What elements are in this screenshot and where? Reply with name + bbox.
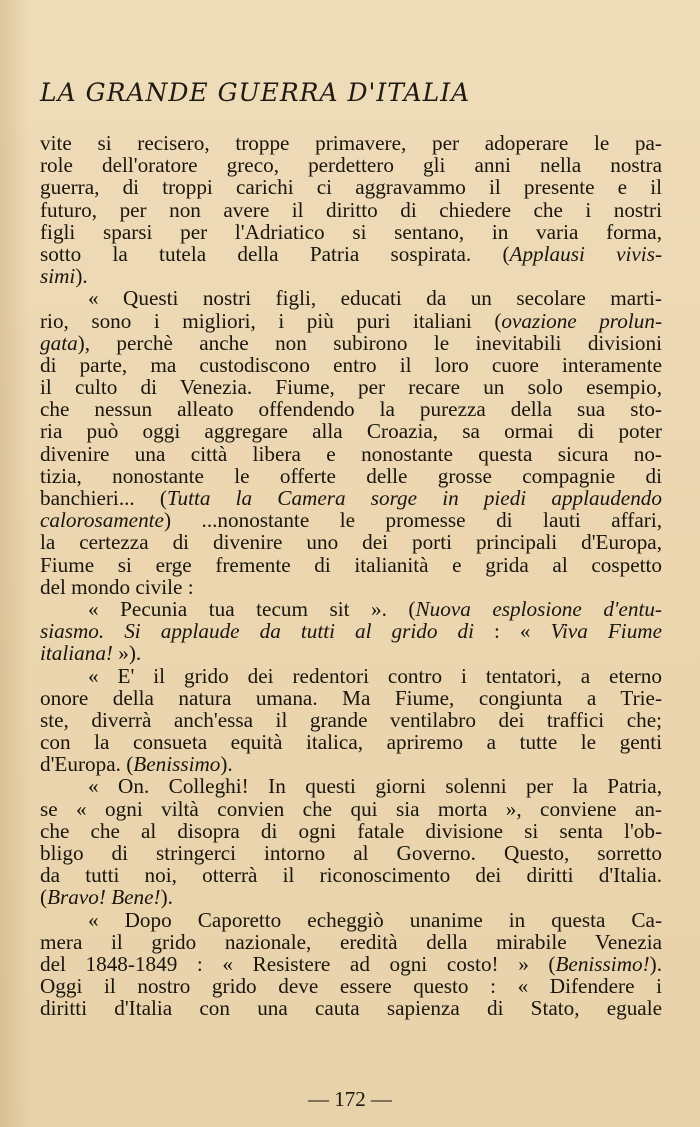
italic-text: Benissimo! bbox=[555, 951, 650, 976]
text-run: del mondo civile : bbox=[40, 574, 194, 599]
italic-text: Benissimo bbox=[133, 752, 221, 777]
italic-text: gata bbox=[40, 330, 78, 355]
text-line bbox=[40, 443, 662, 465]
text-run: ), perchè anche non subirono le inevitabili divisioni bbox=[77, 330, 662, 355]
text-run: ). bbox=[160, 885, 173, 910]
text-line bbox=[40, 665, 662, 687]
text-line bbox=[40, 243, 662, 265]
italic-text: Applausi vivis- bbox=[509, 241, 662, 266]
text-run: futuro, per non avere il diritto di chiedere che i nostri bbox=[40, 197, 662, 222]
text-run: ) ...nonostante le promesse di lauti affari, bbox=[163, 508, 662, 533]
text-run: ( bbox=[40, 885, 48, 910]
text-run: la certezza di divenire uno dei porti principali d'Europa, bbox=[40, 530, 662, 555]
text-line bbox=[40, 554, 662, 576]
text-run: che che al disopra di ogni fatale divisione si senta l'ob- bbox=[40, 818, 662, 843]
text-run: bligo di stringerci intorno al Governo. Questo, sorretto bbox=[40, 841, 662, 865]
text-run: di parte, ma custodiscono entro il loro cuore interamente bbox=[40, 352, 662, 377]
text-line bbox=[40, 354, 662, 376]
text-run: ria può oggi aggregare alla Croazia, sa ormai di poter bbox=[40, 419, 662, 444]
text-run: « On. Colleghi! In questi giorni solenni per la Patria, bbox=[88, 774, 662, 799]
text-line bbox=[40, 310, 662, 332]
text-run: che nessun alleato offendendo la purezza della sua sto- bbox=[40, 397, 662, 422]
italic-text: Bravo! Bene! bbox=[47, 885, 161, 910]
text-line bbox=[40, 487, 662, 509]
text-line bbox=[40, 465, 662, 487]
text-run: « Pecunia tua tecum sit ». ( bbox=[88, 596, 416, 621]
text-run: figli sparsi per l'Adriatico si sentano, in varia forma, bbox=[40, 219, 662, 244]
text-run: onore della natura umana. Ma Fiume, congiunta a Trie- bbox=[40, 685, 662, 710]
text-run: : « bbox=[473, 619, 551, 644]
text-run: Oggi il nostro grido deve essere questo : « Difendere i bbox=[40, 974, 662, 999]
text-run: Fiume si erge fremente di italianità e grida al cospetto bbox=[40, 552, 662, 577]
text-run: vite si recisero, troppe primavere, per adoperare le pa- bbox=[40, 131, 662, 155]
text-run: rio, sono i migliori, i più puri italiani ( bbox=[40, 308, 502, 333]
text-run: d'Europa. ( bbox=[40, 752, 134, 777]
text-run: sotto la tutela della Patria sospirata. ( bbox=[40, 241, 510, 266]
running-header: LA GRANDE GUERRA D'ITALIA bbox=[40, 78, 471, 107]
text-run: « E' il grido dei redentori contro i tentatori, a eterno bbox=[88, 663, 662, 688]
text-line bbox=[40, 376, 662, 398]
text-line bbox=[40, 753, 662, 775]
text-line bbox=[40, 265, 662, 287]
text-line bbox=[40, 576, 662, 598]
text-line bbox=[40, 909, 662, 931]
text-line bbox=[40, 332, 662, 354]
text-run: con la consueta equità italica, apriremo a tutte le genti bbox=[40, 730, 662, 755]
text-run: ste, diverrà anch'essa il grande ventilabro dei traffici che; bbox=[40, 707, 662, 732]
italic-text: ovazione prolun- bbox=[501, 308, 662, 333]
text-run: ). bbox=[75, 264, 88, 289]
italic-text: Viva Fiume bbox=[550, 619, 662, 644]
text-line bbox=[40, 709, 662, 731]
text-run: »). bbox=[112, 641, 142, 666]
text-run: tizia, nonostante le offerte delle grosse compagnie di bbox=[40, 463, 662, 488]
text-line bbox=[40, 598, 662, 620]
text-line bbox=[40, 132, 662, 154]
text-line bbox=[40, 775, 662, 797]
text-run: guerra, di troppi carichi ci aggravammo il presente e il bbox=[40, 175, 662, 200]
text-run: « Questi nostri figli, educati da un secolare marti- bbox=[88, 286, 662, 311]
text-run: role dell'oratore greco, perdettero gli anni nella nostra bbox=[40, 153, 662, 178]
text-line bbox=[40, 997, 662, 1019]
text-line bbox=[40, 199, 662, 221]
text-line bbox=[40, 176, 662, 198]
italic-text: italiana! bbox=[40, 641, 113, 666]
text-line bbox=[40, 420, 662, 442]
italic-text: calorosamente bbox=[40, 508, 164, 533]
text-line bbox=[40, 798, 662, 820]
text-run: da tutti noi, otterrà il riconoscimento dei diritti d'Italia. bbox=[40, 863, 662, 888]
italic-text: Tutta la Camera sorge in piedi applaudendo bbox=[166, 486, 662, 510]
text-run: il culto di Venezia. Fiume, per recare un solo esempio, bbox=[40, 375, 662, 400]
text-line bbox=[40, 287, 662, 309]
text-line bbox=[40, 953, 662, 975]
italic-text: Nuova esplosione d'entu- bbox=[415, 596, 662, 621]
text-run: divenire una città libera e nonostante questa sicura no- bbox=[40, 441, 662, 466]
text-line bbox=[40, 509, 662, 531]
text-run: ). bbox=[649, 951, 662, 976]
text-line bbox=[40, 731, 662, 753]
text-run: diritti d'Italia con una cauta sapienza di Stato, eguale bbox=[40, 996, 662, 1021]
page-number: — 172 — bbox=[308, 1087, 392, 1111]
text-line bbox=[40, 221, 662, 243]
text-line bbox=[40, 931, 662, 953]
text-run: ). bbox=[220, 752, 233, 777]
text-line bbox=[40, 531, 662, 553]
text-run: « Dopo Caporetto echeggiò unanime in questa Ca- bbox=[88, 907, 662, 932]
text-run: banchieri... ( bbox=[40, 486, 167, 510]
italic-text: simi bbox=[40, 264, 76, 289]
body-text bbox=[40, 132, 662, 1020]
text-line bbox=[40, 154, 662, 176]
text-line bbox=[40, 687, 662, 709]
text-line bbox=[40, 842, 662, 864]
text-run: se « ogni viltà convien che qui sia morta », conviene an- bbox=[40, 796, 662, 821]
text-line bbox=[40, 642, 662, 664]
text-line bbox=[40, 864, 662, 886]
text-line bbox=[40, 886, 662, 908]
text-line bbox=[40, 820, 662, 842]
text-line bbox=[40, 975, 662, 997]
text-line bbox=[40, 398, 662, 420]
text-line bbox=[40, 620, 662, 642]
text-run: mera il grido nazionale, eredità della mirabile Venezia bbox=[40, 929, 662, 954]
text-run: del 1848-1849 : « Resistere ad ogni costo! » ( bbox=[40, 951, 556, 976]
italic-text: siasmo. Si applaude da tutti al grido di bbox=[40, 619, 474, 644]
